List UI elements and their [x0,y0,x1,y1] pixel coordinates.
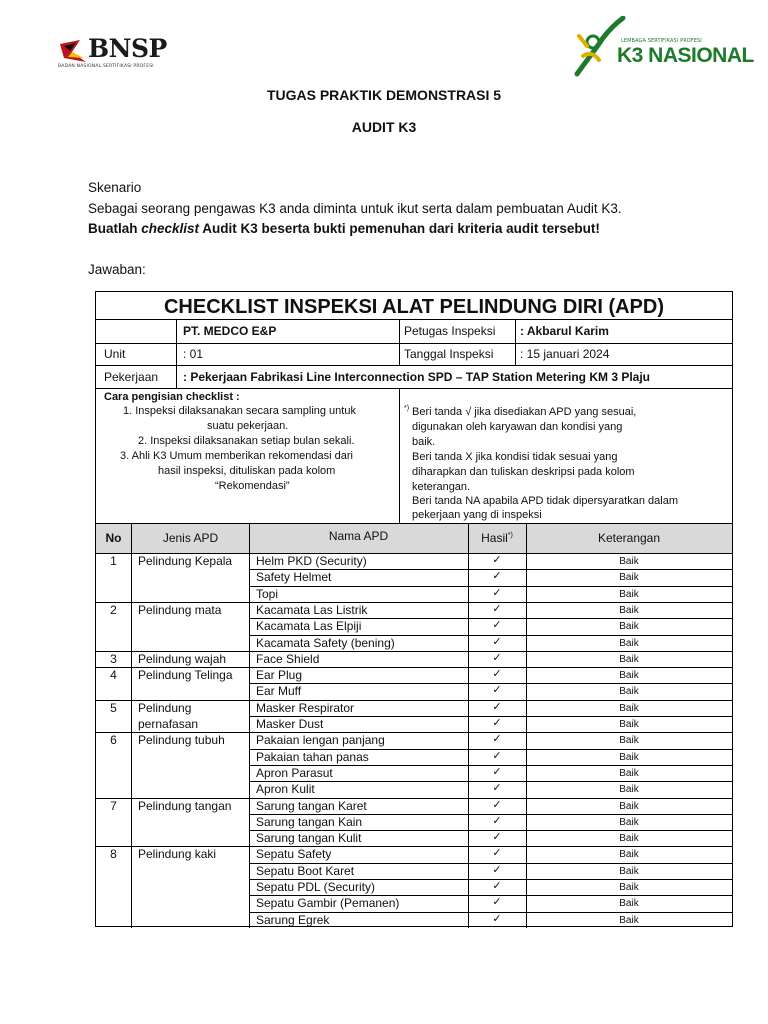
table-row [96,846,732,862]
column-no: No [105,531,122,545]
row-jenis: Pelindung wajah [138,651,227,666]
row-keterangan: Baik [619,816,639,828]
checklist-form [95,291,733,927]
row-no: 7 [110,798,117,813]
row-hasil-check-icon: ✓ [492,602,502,615]
row-keterangan: Baik [619,719,639,730]
row-hasil-check-icon: ✓ [492,733,502,746]
row-hasil-check-icon: ✓ [492,635,502,648]
column-keterangan: Keterangan [597,531,661,545]
unit-value: : 01 [183,347,204,361]
row-hasil-check-icon: ✓ [492,749,502,762]
k3-logo-subtitle: LEMBAGA SERTIFIKASI PROFESI [621,38,702,44]
table-row [96,765,732,781]
row-nama: Sepatu Safety [256,847,332,862]
table-row [96,895,732,911]
row-jenis: pernafasan [138,717,199,731]
table-row [96,553,732,569]
table-row [96,798,732,814]
row-nama: Apron Parasut [256,765,333,780]
row-keterangan: Baik [619,833,639,845]
row-keterangan: Baik [619,653,639,665]
row-hasil-check-icon: ✓ [492,798,502,811]
task-text-c: Audit K3 beserta bukti pemenuhan dari kriteria audit tersebut! [199,221,600,236]
table-row [96,586,732,602]
column-nama: Nama APD [328,529,389,543]
row-nama: Helm PKD (Security) [256,554,367,568]
row-keterangan: Baik [619,898,639,910]
bnsp-logo-subtitle: BADAN NASIONAL SERTIFIKASI PROFESI [58,64,154,69]
job-label: Pekerjaan [104,370,159,384]
date-label: Tanggal Inspeksi [404,347,494,361]
row-keterangan: Baik [619,702,639,714]
note-2a: Beri tanda X jika kondisi tidak sesuai yang [412,451,618,463]
task-text-a: Buatlah [88,221,142,236]
row-keterangan: Baik [619,604,639,616]
table-row [96,814,732,830]
row-nama: Ear Muff [256,684,302,699]
table-row [96,716,732,732]
row-hasil-check-icon: ✓ [492,570,502,583]
column-hasil [468,531,526,545]
row-nama: Sepatu PDL (Security) [256,880,375,894]
note-2c: keterangan. [412,481,471,493]
row-no: 1 [110,554,117,568]
row-hasil-check-icon: ✓ [492,554,502,566]
row-nama: Sepatu Gambir (Pemanen) [256,896,400,911]
row-jenis: Pelindung [138,700,192,715]
inspector-label: Petugas Inspeksi [404,324,496,338]
row-keterangan: Baik [619,637,639,649]
row-hasil-check-icon: ✓ [492,668,502,681]
date-value: : 15 januari 2024 [520,347,610,361]
table-row [96,781,732,797]
checklist-title: CHECKLIST INSPEKSI ALAT PELINDUNG DIRI (APD) [163,296,664,318]
table-row [96,749,732,765]
row-jenis: Pelindung tubuh [138,733,225,748]
row-hasil-check-icon: ✓ [492,619,502,632]
row-keterangan: Baik [619,784,639,796]
row-jenis: Pelindung kaki [138,847,217,862]
row-nama: Pakaian lengan panjang [256,733,385,748]
instruction-3b: hasil inspeksi, dituliskan pada kolom [158,465,336,477]
row-nama: Kacamata Las Elpiji [256,619,362,634]
bnsp-logo-text: BNSP [88,34,167,63]
bnsp-logo [58,34,168,74]
table-row [96,635,732,651]
row-jenis: Pelindung tangan [138,798,232,813]
table-row [96,602,732,618]
task-instruction [88,221,600,236]
row-keterangan: Baik [619,621,639,633]
table-row [96,830,732,846]
note-3a: Beri tanda NA apabila APD tidak dipersyaratkan dalam [412,495,678,507]
instruction-3c: “Rekomendasi” [215,480,290,492]
row-no: 8 [110,847,117,862]
page-title: TUGAS PRAKTIK DEMONSTRASI 5 [266,87,502,103]
row-nama: Sarung tangan Karet [256,798,367,813]
row-hasil-check-icon: ✓ [492,863,502,876]
row-keterangan: Baik [619,735,639,747]
row-hasil-check-icon: ✓ [492,717,502,729]
table-row [96,667,732,683]
instruction-2: 2. Inspeksi dilaksanakan setiap bulan sekali. [138,435,355,447]
row-keterangan: Baik [619,670,639,682]
row-no: 3 [110,651,117,666]
row-nama: Kacamata Las Listrik [256,602,368,617]
table-row [96,863,732,879]
row-nama: Masker Dust [256,717,324,731]
row-jenis: Pelindung mata [138,602,222,617]
row-keterangan: Baik [619,849,639,861]
row-hasil-check-icon: ✓ [492,896,502,909]
row-nama: Ear Plug [256,668,303,683]
row-no: 5 [110,700,117,715]
row-nama: Sepatu Boot Karet [256,863,355,878]
row-hasil-check-icon: ✓ [492,700,502,713]
row-keterangan: Baik [619,588,639,600]
row-nama: Safety Helmet [256,570,332,585]
row-keterangan: Baik [619,751,639,763]
column-hasil-sup: *) [507,532,513,539]
row-keterangan: Baik [619,556,639,567]
row-keterangan: Baik [619,686,639,698]
row-hasil-check-icon: ✓ [492,586,502,599]
unit-label: Unit [104,347,126,361]
note-1b: digunakan oleh karyawan dan kondisi yang [412,421,623,433]
bnsp-emblem-icon [58,36,88,66]
table-row [96,732,732,748]
job-value: : Pekerjaan Fabrikasi Line Interconnection SPD – TAP Station Metering KM 3 Plaju [183,370,650,384]
k3-logo-text: K3 NASIONAL [617,44,754,67]
row-hasil-check-icon: ✓ [492,880,502,892]
row-nama: Pakaian tahan panas [256,749,369,764]
row-no: 2 [110,602,117,617]
row-keterangan: Baik [619,800,639,812]
table-row [96,912,732,928]
task-text-italic: checklist [141,221,200,236]
row-nama: Sarung tangan Kulit [256,831,362,846]
table-row [96,569,732,585]
row-keterangan: Baik [619,865,639,877]
row-nama: Sarung Egrek [256,912,330,927]
row-nama: Sarung tangan Kain [256,814,363,829]
row-keterangan: Baik [619,572,639,584]
answer-label: Jawaban: [88,262,146,277]
row-keterangan: Baik [619,767,639,779]
row-hasil-check-icon: ✓ [492,814,502,827]
table-row [96,618,732,634]
row-jenis: Pelindung Kepala [138,554,233,568]
row-hasil-check-icon: ✓ [492,765,502,778]
note-marker: *) [404,405,410,412]
table-row [96,879,732,895]
column-hasil-label: Hasil [481,531,508,545]
table-row [96,651,732,667]
instruction-1b: suatu pekerjaan. [207,420,289,432]
k3-nasional-logo [573,16,754,80]
row-nama: Apron Kulit [256,782,315,797]
row-nama: Face Shield [256,651,320,666]
row-jenis: Pelindung Telinga [138,668,233,683]
row-keterangan: Baik [619,882,639,893]
row-no: 4 [110,668,117,683]
row-nama: Masker Respirator [256,700,355,715]
note-3b: pekerjaan yang di inspeksi [412,509,542,521]
note-2b: diharapkan dan tuliskan deskripsi pada kolom [412,466,635,478]
row-hasil-check-icon: ✓ [492,847,502,860]
instructions-title: Cara pengisian checklist : [104,391,240,403]
row-hasil-check-icon: ✓ [492,651,502,664]
company-name: PT. MEDCO E&P [183,324,277,338]
scenario-heading: Skenario [88,180,142,195]
inspector-value: : Akbarul Karim [520,324,609,338]
row-hasil-check-icon: ✓ [492,684,502,697]
row-hasil-check-icon: ✓ [492,782,502,795]
page-subtitle: AUDIT K3 [351,119,417,135]
scenario-text: Sebagai seorang pengawas K3 anda diminta untuk ikut serta dalam pembuatan Audit K3. [88,201,622,216]
row-no: 6 [110,733,117,748]
row-hasil-check-icon: ✓ [492,912,502,925]
row-nama: Kacamata Safety (bening) [256,635,395,650]
instruction-3a: 3. Ahli K3 Umum memberikan rekomendasi dari [120,450,353,462]
row-hasil-check-icon: ✓ [492,831,502,844]
row-nama: Topi [256,586,279,601]
note-1c: baik. [412,436,436,448]
note-1a: Beri tanda √ jika disediakan APD yang sesuai, [412,406,637,418]
instruction-1a: 1. Inspeksi dilaksanakan secara sampling untuk [123,405,356,417]
column-jenis: Jenis APD [162,531,219,545]
table-row [96,700,732,716]
table-row [96,683,732,699]
row-keterangan: Baik [619,914,639,926]
